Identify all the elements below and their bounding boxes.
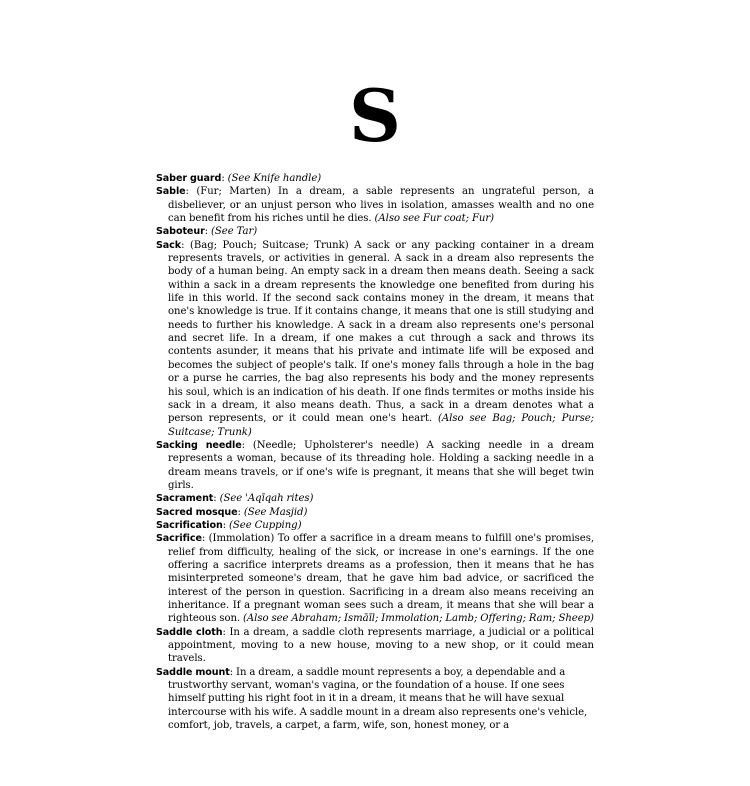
dictionary-entry — [156, 666, 594, 733]
entry-colon: : — [185, 186, 189, 198]
entry-body: (Immolation) To offer a sacrifice in a dream means to fulfill one's promises, relief from difficulty, healing of the sick, or increase in one's earnings. If the one offering a sacrifice interprets dreams as a profession, then it means that he has misinterpreted someone's dream, that he gave him bad advice, or sacrificed the interest of the person in question. Sacrificing in a dream also means receiving an inheritance. If a pregnant woman sees such a dream, it means that she will bear a righteous son. — [168, 533, 594, 625]
entry-headword: Sacred mosque — [156, 506, 238, 518]
entry-headword: Sacrification — [156, 519, 223, 531]
section-letter-heading: S — [349, 73, 401, 158]
dictionary-entry — [156, 172, 594, 185]
entry-headword: Sack — [156, 239, 182, 251]
entry-headword: Saber guard — [156, 173, 222, 184]
dictionary-entry — [156, 185, 594, 225]
entry-headword: Sacrifice — [156, 533, 202, 545]
dictionary-entry — [156, 519, 594, 532]
dictionary-entry — [156, 626, 594, 666]
entry-colon: : — [222, 519, 227, 531]
entry-headword: Sable — [156, 186, 186, 198]
entry-colon: : — [229, 666, 234, 678]
entries-column — [156, 172, 594, 732]
entry-colon: : — [241, 439, 245, 451]
entry-colon: : — [222, 626, 226, 638]
entry-cross-reference[interactable]: (Also see Fur coat; Fur) — [374, 213, 495, 225]
entry-colon: : — [237, 506, 241, 518]
entry-cross-reference[interactable]: (Also see Abraham; Ismāīl; Immolation; Lamb; Offering; Ram; Sheep) — [243, 613, 594, 625]
entry-body: (Needle; Upholsterer's needle) A sacking needle in a dream represents a woman, because of its threading hole. Holding a sacking needle in a dream means travels, or if one's wife is pregnant, it means that she will beget twin girls. — [168, 439, 594, 491]
entry-body: (Fur; Marten) In a dream, a sable represents an ungrateful person, a disbeliever, or an unjust person who lives in isolation, amasses wealth and no one can benefit from his riches until he dies. — [168, 186, 594, 225]
entry-headword: Sacking needle — [156, 439, 242, 451]
entry-headword: Saboteur — [156, 226, 205, 238]
entry-cross-reference[interactable]: (See Masjid) — [243, 506, 308, 518]
entry-cross-reference[interactable]: (See Cupping) — [229, 519, 302, 531]
entry-cross-reference[interactable]: (Also see Bag; Pouch; Purse; Suitcase; Trunk) — [168, 413, 594, 438]
entry-colon: : — [201, 533, 206, 545]
dictionary-entry — [156, 492, 594, 505]
entry-colon: : — [213, 493, 217, 505]
entry-body: In a dream, a saddle mount represents a boy, a dependable and a trustworthy servant, woman's vagina, or the foundation of a house. If one sees himself putting his right foot in it in a dream, it means that he will have sexual intercourse with his wife. A saddle mount in a dream also represents one's vehicle, comfort, job, travels, a carpet, a farm, wife, son, honest money, or a — [168, 666, 588, 732]
entry-headword: Saddle cloth — [156, 626, 223, 638]
dictionary-entry — [156, 225, 594, 238]
entry-headword: Sacrament — [156, 493, 214, 505]
entry-body: (Bag; Pouch; Suitcase; Trunk) A sack or any packing container in a dream represents travels, or activities in general. A sack in a dream also represents the body of a human being. An empty sack in a dream then means death. Seeing a sack within a sack in a dream represents the knowledge one benefited from during his life in this world. If the second sack contains money in the dream, it means that one's knowledge is true. If it contains change, it means that one is still studying and needs to further his knowledge. A sack in a dream also represents one's personal and secret life. In a dream, if one makes a cut through a sack and throws its contents asunder, it means that his private and intimate life will be exposed and becomes the subject of people's talk. If one's money falls through a hole in the bag or a purse he carries, the bag also represents his body and the money represents his soul, which is an indication of his death. If one finds termites or moths inside his sack in a dream, it also means death. Thus, a sack in a dream denotes what a person represents, or it could mean one's heart. — [168, 239, 594, 425]
entry-colon: : — [221, 173, 225, 184]
dictionary-entry — [156, 239, 594, 439]
entry-cross-reference[interactable]: (See Tar) — [211, 226, 258, 238]
entry-cross-reference[interactable]: (See 'Aqīqah rites) — [219, 493, 314, 505]
entry-colon: : — [204, 226, 209, 238]
dictionary-entry — [156, 439, 594, 492]
dictionary-entry — [156, 506, 594, 519]
entry-cross-reference[interactable]: (See Knife handle) — [227, 173, 322, 184]
entry-colon: : — [181, 239, 185, 251]
dictionary-entry — [156, 532, 594, 625]
entry-body: In a dream, a saddle cloth represents marriage, a judicial or a political appointment, moving to a new house, moving to a new shop, or it could mean travels. — [168, 626, 594, 665]
entry-headword: Saddle mount — [156, 666, 230, 678]
